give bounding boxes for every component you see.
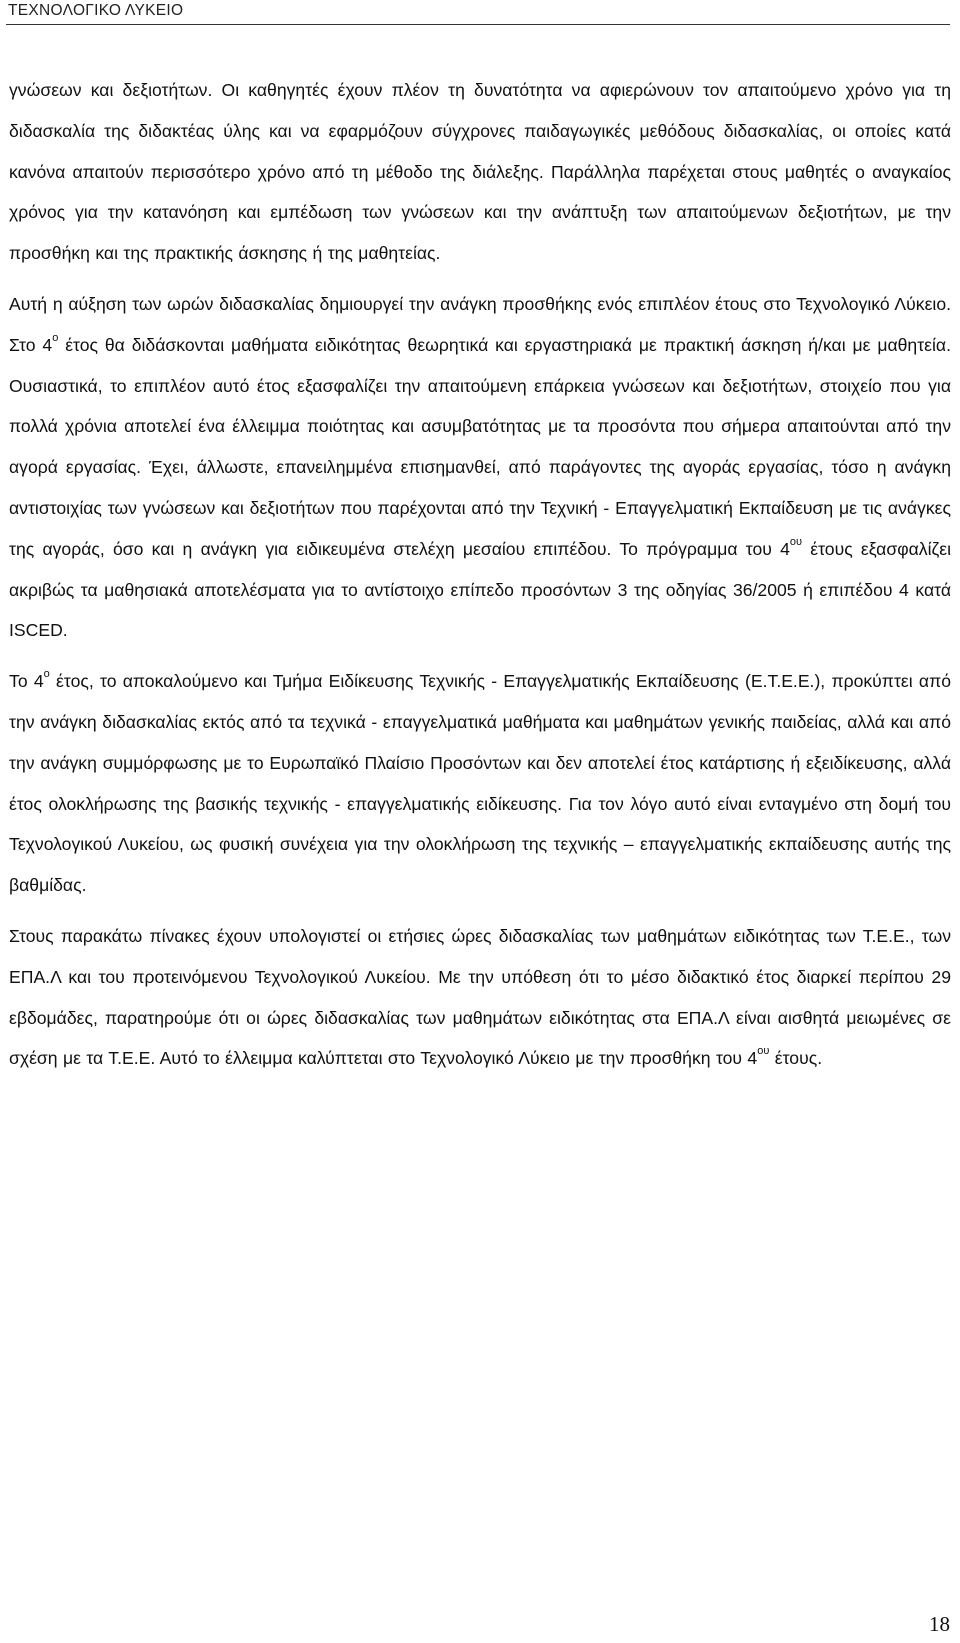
- paragraph-4: [9, 916, 951, 1079]
- paragraph-1-text: γνώσεων και δεξιοτήτων. Οι καθηγητές έχουν πλέον τη δυνατότητα να αφιερώνουν τον απαιτούμενο χρόνο για τη διδασκαλία της διδακτέας ύλης και να εφαρμόζουν σύγχρονες παιδαγωγικές μεθόδους διδασκαλίας, οι οποίες κατά κανόνα απαιτούν περισσότερο χρόνο από τη μέθοδο της διάλεξης. Παράλληλα παρέχεται στους μαθητές ο αναγκαίος χρόνος για την κατανόηση και εμπέδωση των γνώσεων και την ανάπτυξη των απαιτούμενων δεξιοτήτων, με την προσθήκη και της πρακτικής άσκησης ή της μαθητείας.: [9, 80, 951, 264]
- paragraph-2-text-a: Αυτή η αύξηση των ωρών διδασκαλίας δημιουργεί την ανάγκη προσθήκης ενός επιπλέον έτους στο Τεχνολογικό Λύκειο. Στο 4: [9, 293, 951, 355]
- paragraph-3-text-b: έτος, το αποκαλούμενο και Τμήμα Ειδίκευσης Τεχνικής - Επαγγελματικής Εκπαίδευσης (Ε.Τ.Ε.Ε.), προκύπτει από την ανάγκη διδασκαλίας εκτός από τα τεχνικά - επαγγελματικά μαθήματα και μαθημάτων γενικής παιδείας, αλλά και από την ανάγκη συμμόρφωσης με το Ευρωπαϊκό Πλαίσιο Προσόντων και δεν αποτελεί έτος κατάρτισης ή εξειδίκευσης, αλλά έτος ολοκλήρωσης της βασικής τεχνικής - επαγγελματικής ειδίκευσης. Για τον λόγο αυτό είναι ενταγμένο στη δομή του Τεχνολογικού Λυκείου, ως φυσική συνέχεια για την ολοκλήρωση της τεχνικής – επαγγελματικής εκπαίδευσης αυτής της βαθμίδας.: [9, 671, 952, 896]
- paragraph-3: [9, 661, 951, 906]
- page-number: 18: [929, 1612, 950, 1636]
- paragraph-4-text-a: Στους παρακάτω πίνακες έχουν υπολογιστεί οι ετήσιες ώρες διδασκαλίας των μαθημάτων ειδικότητας των Τ.Ε.Ε., των ΕΠΑ.Λ και του προτεινόμενου Τεχνολογικού Λυκείου. Με την υπόθεση ότι το μέσο διδακτικό έτος διαρκεί περίπου 29 εβδομάδες, παρατηρούμε ότι οι ώρες διδασκαλίας των μαθημάτων ειδικότητας στα ΕΠΑ.Λ είναι αισθητά μειωμένες σε σχέση με τα Τ.Ε.Ε. Αυτό το έλλειμμα καλύπτεται στο Τεχνολογικό Λύκειο με την προσθήκη του 4: [9, 925, 951, 1069]
- paragraph-2-text-c: έτους εξασφαλίζει ακριβώς τα μαθησιακά αποτελέσματα για το αντίστοιχο επίπεδο προσόντων 3 της οδηγίας 36/2005 ή επιπέδου 4 κατά ISCED.: [9, 538, 951, 641]
- paragraph-3-text-a: Το 4: [9, 671, 44, 692]
- page-header: [0, 0, 960, 26]
- paragraph-2: [9, 284, 951, 651]
- document-body: [9, 70, 951, 1079]
- header-rule: [6, 24, 950, 25]
- header-title: ΤΕΧΝΟΛΟΓΙΚΟ ΛΥΚΕΙΟ: [8, 2, 184, 19]
- superscript-ordinal: ο: [43, 668, 50, 681]
- paragraph-4-text-b: έτους.: [769, 1048, 823, 1069]
- paragraph-1: [9, 70, 951, 274]
- superscript-ordinal: ου: [789, 535, 803, 548]
- superscript-ordinal: ο: [52, 331, 59, 344]
- paragraph-2-text-b: έτος θα διδάσκονται μαθήματα ειδικότητας θεωρητικά και εργαστηριακά με πρακτική άσκηση ή/και με μαθητεία. Ουσιαστικά, το επιπλέον αυτό έτος εξασφαλίζει την απαιτούμενη επάρκεια γνώσεων και δεξιοτήτων, στοιχείο που για πολλά χρόνια αποτελεί ένα έλλειμμα ποιότητας και ασυμβατότητας με τα προσόντα που σήμερα απαιτούνται από την αγορά εργασίας. Έχει, άλλωστε, επανειλημμένα επισημανθεί, από παράγοντες της αγοράς εργασίας, τόσο η ανάγκη αντιστοιχίας των γνώσεων και δεξιοτήτων που παρέχονται από την Τεχνική - Επαγγελματική Εκπαίδευση με τις ανάγκες της αγοράς, όσο και η ανάγκη για ειδικευμένα στελέχη μεσαίου επιπέδου. Το πρόγραμμα του 4: [9, 334, 951, 559]
- superscript-ordinal: ου: [757, 1045, 770, 1058]
